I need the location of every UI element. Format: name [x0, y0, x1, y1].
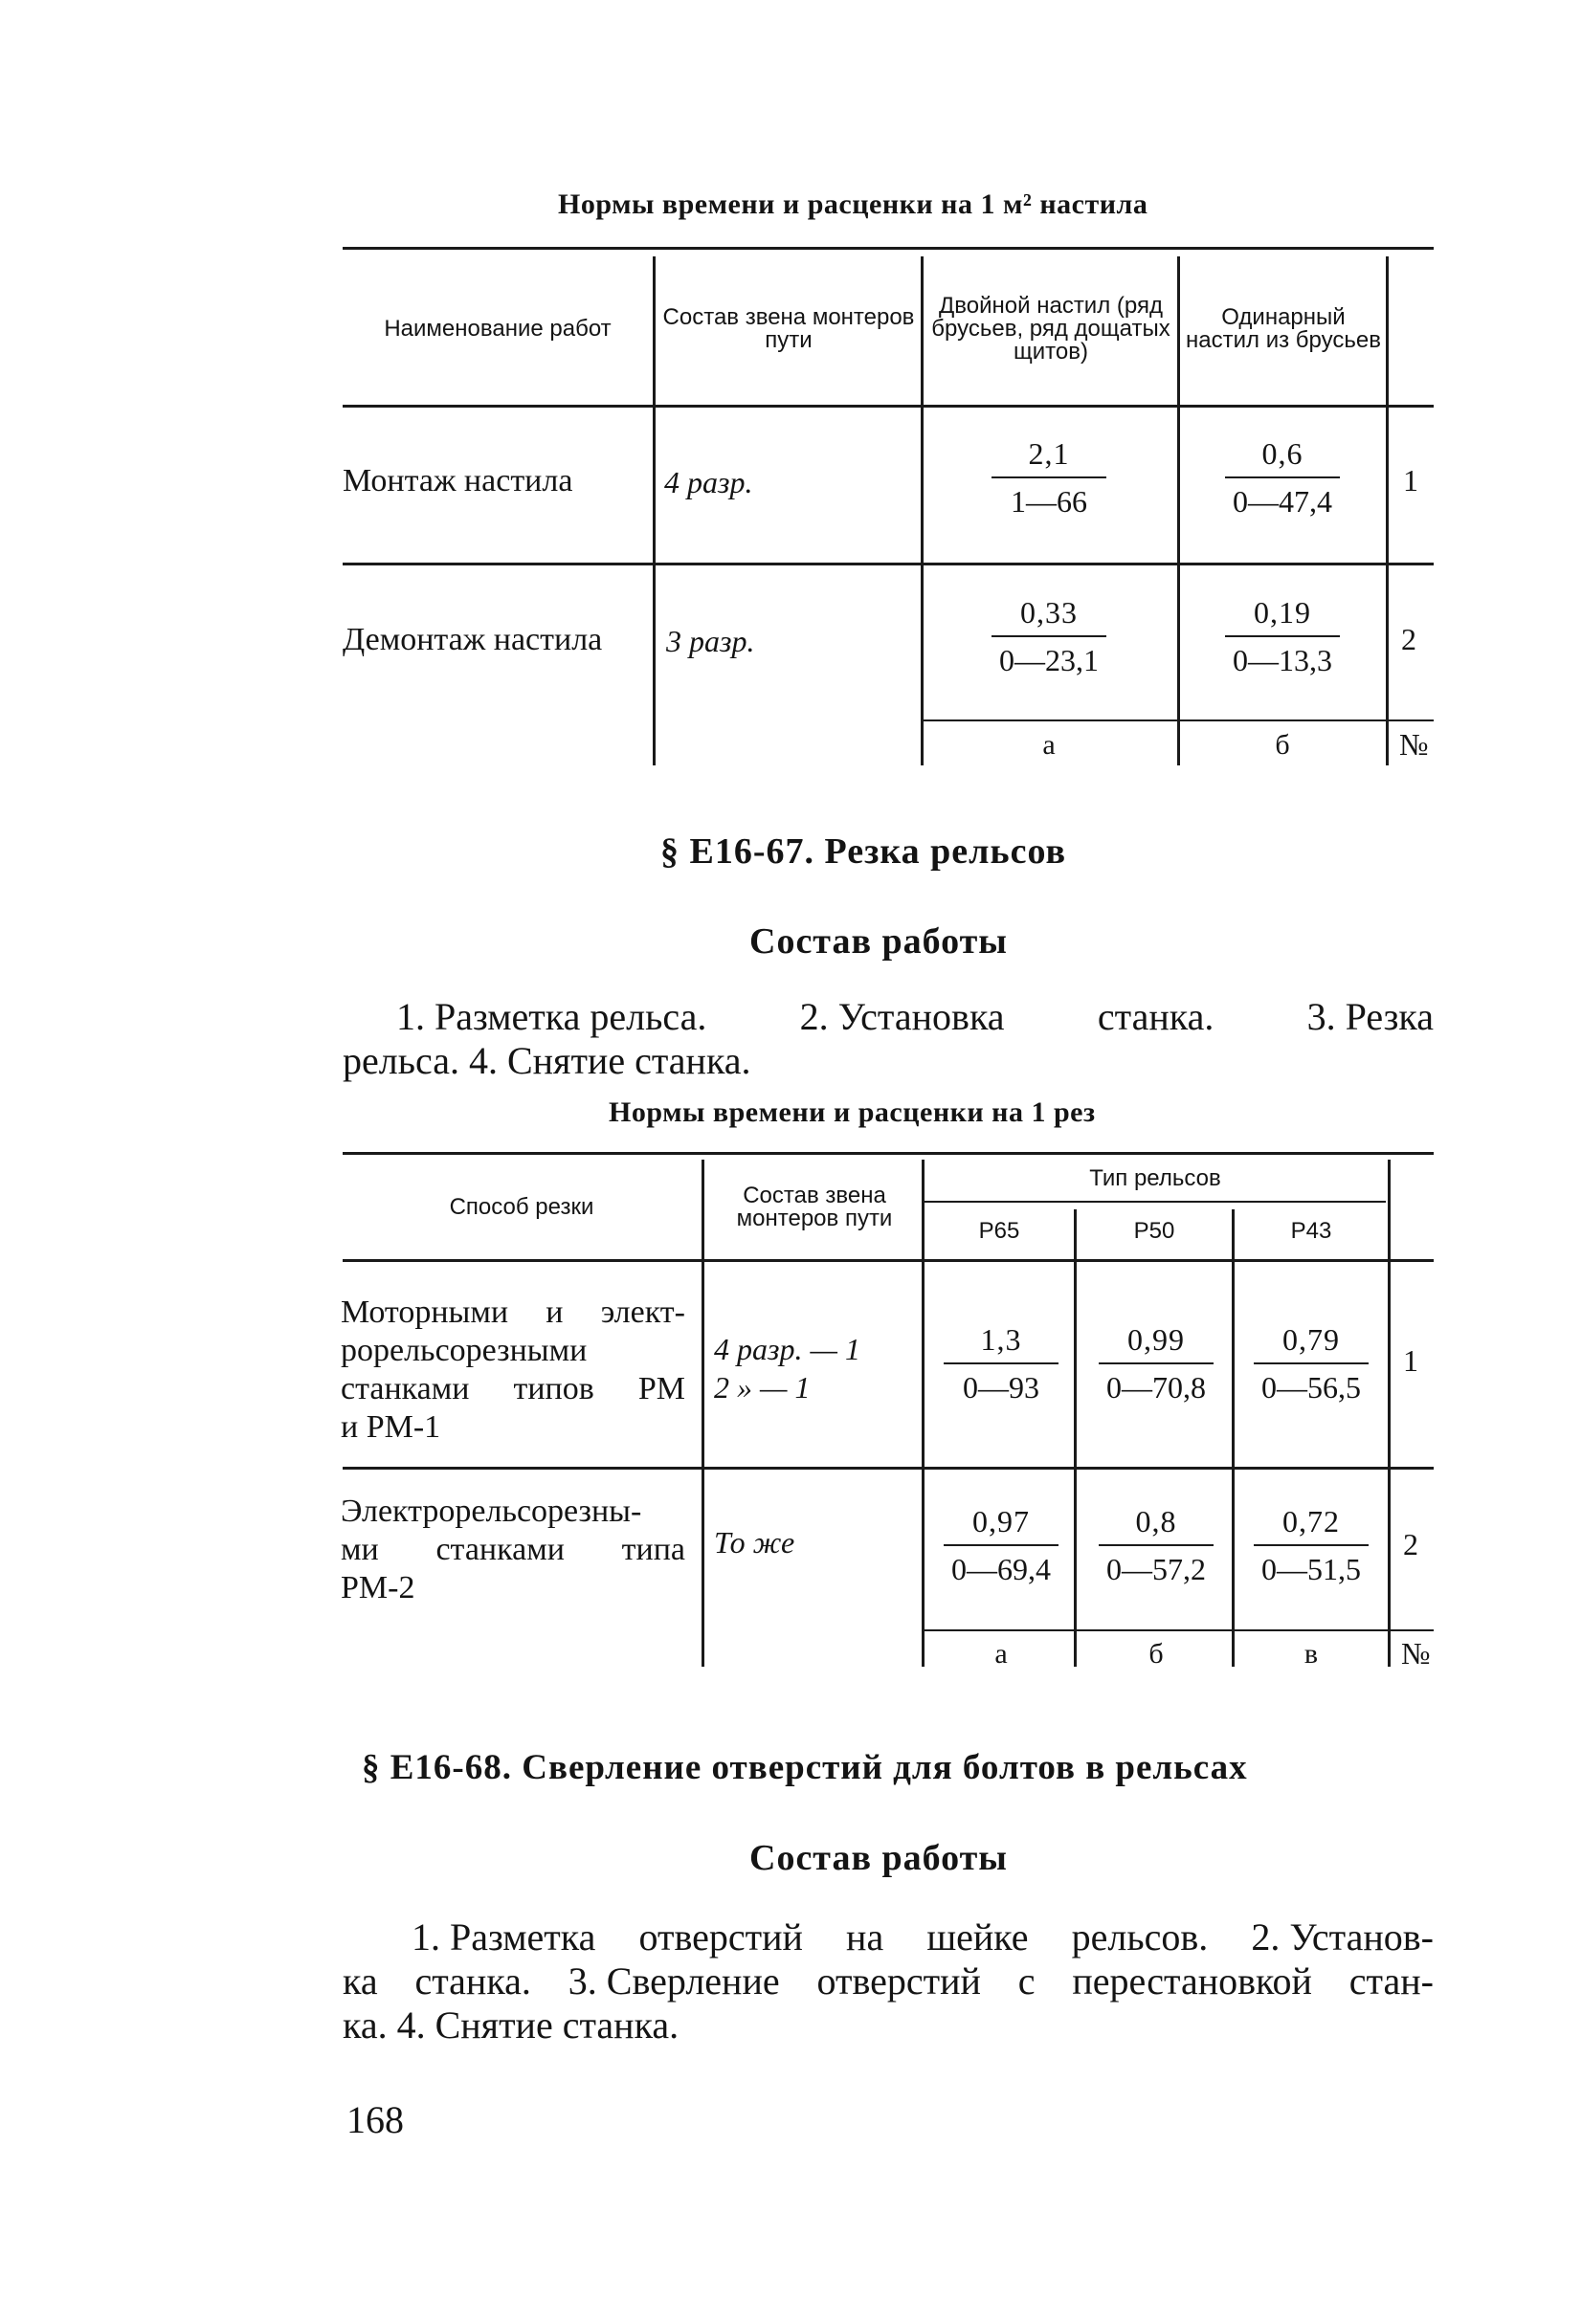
table2-header-p43: Р43: [1290, 1218, 1332, 1244]
text-word: Моторными: [341, 1295, 509, 1330]
table1-col-divider: [1177, 256, 1180, 765]
table1-row1-name: Монтаж настила: [343, 463, 573, 498]
table1-row2-cell-a: [982, 591, 1116, 681]
fraction-bar: [1254, 1544, 1369, 1546]
table2-col-divider: [702, 1160, 704, 1667]
table1-row2-crew: 3 разр.: [666, 624, 755, 658]
table1-number-label: №: [1399, 727, 1429, 762]
value-numerator: 0,79: [1282, 1322, 1340, 1357]
value-denominator: 1—66: [1011, 484, 1087, 519]
table1-col-letter-a: а: [1042, 729, 1056, 761]
fraction-bar: [1099, 1544, 1214, 1546]
table2-col-letter-a: а: [994, 1638, 1008, 1670]
table2-row1-crew: [714, 1330, 860, 1406]
table2-rail-type-rule: [922, 1201, 1386, 1203]
value-denominator: 0—70,8: [1106, 1370, 1206, 1405]
table2-row1-cell-c: [1244, 1318, 1378, 1408]
text-word: 1. Разметка рельса.: [396, 995, 707, 1038]
table2-col-divider: [1232, 1209, 1235, 1667]
text-word: станка.: [414, 1959, 531, 2003]
table2-col-divider: [1388, 1160, 1391, 1667]
table1-header-single: Одинарный настил из брусьев: [1186, 304, 1381, 353]
text-word: 3. Резка: [1306, 995, 1434, 1038]
value-numerator: 2,1: [1028, 436, 1070, 471]
text-word: 3. Сверление: [568, 1959, 780, 2003]
table2-header-crew: Состав звена монтеров пути: [736, 1183, 893, 1231]
table2-header-rule: [343, 1259, 1434, 1262]
text-word: РМ: [637, 1371, 685, 1406]
table1-row2-number: 2: [1401, 622, 1416, 656]
table1-col-divider: [1386, 256, 1389, 765]
value-numerator: 0,33: [1020, 595, 1078, 630]
text-word: РМ-2: [341, 1570, 415, 1605]
value-numerator: 0,72: [1282, 1504, 1340, 1538]
text-word: рельсов.: [1071, 1915, 1209, 1959]
fraction-bar: [944, 1544, 1058, 1546]
text-word: типов: [513, 1371, 594, 1406]
table2-col-letter-c: в: [1303, 1638, 1319, 1670]
table2-row2-number: 2: [1403, 1527, 1418, 1561]
table1-caption: Нормы времени и расценки на 1 м² настила: [558, 188, 1148, 220]
table1-row2-name: Демонтаж настила: [343, 622, 603, 657]
value-numerator: 0,19: [1254, 595, 1311, 630]
table1-header-crew: Состав звена монтеров пути: [662, 304, 915, 353]
text-word: на: [846, 1915, 884, 1959]
table2-row-rule: [343, 1467, 1434, 1470]
table2-header-p65: Р65: [978, 1218, 1020, 1244]
value-numerator: 0,97: [972, 1504, 1030, 1538]
crew-line: 2 » — 1: [714, 1370, 811, 1405]
text-word: 2. Установка: [799, 995, 1005, 1038]
section67-title: § Е16-67. Резка рельсов: [660, 831, 1067, 872]
text-word: 2. Установ-: [1251, 1915, 1434, 1959]
section68-text-line1: [412, 1915, 1434, 1959]
section68-subtitle: Состав работы: [749, 1838, 1008, 1878]
text-word: элект-: [600, 1295, 685, 1330]
table2-col-divider: [922, 1160, 925, 1667]
text-word: станками: [435, 1532, 565, 1567]
text-word: и РМ-1: [341, 1409, 441, 1445]
text-word: станками: [341, 1371, 470, 1406]
table1-row1-cell-b: [1215, 432, 1349, 522]
fraction-bar: [944, 1362, 1058, 1364]
crew-line: 4 разр. — 1: [714, 1332, 860, 1366]
table1-header-double: Двойной настил (ряд брусьев, ряд дощатых щитов): [931, 293, 1170, 365]
table2-header-p50: Р50: [1133, 1218, 1175, 1244]
table1-header-name: Наименование работ: [384, 316, 612, 342]
value-denominator: 0—47,4: [1233, 484, 1332, 519]
table2-row1-cell-a: [934, 1318, 1068, 1408]
value-denominator: 0—93: [963, 1370, 1039, 1405]
table2-row1-number: 1: [1403, 1343, 1418, 1378]
value-numerator: 0,6: [1261, 436, 1303, 471]
table2-row2-cell-c: [1244, 1500, 1378, 1590]
table1-row1-crew: 4 разр.: [664, 465, 753, 499]
section68-text-line3: ка. 4. Снятие станка.: [343, 2003, 680, 2047]
value-numerator: 1,3: [980, 1322, 1022, 1357]
value-denominator: 0—23,1: [999, 643, 1099, 677]
text-word: Электрорельсорезны-: [341, 1494, 642, 1529]
table2-row2-cell-b: [1089, 1500, 1223, 1590]
fraction-bar: [1225, 635, 1340, 637]
table2-caption: Нормы времени и расценки на 1 рез: [609, 1096, 1096, 1128]
fraction-bar: [992, 476, 1106, 478]
text-word: перестановкой: [1072, 1959, 1312, 2003]
section67-text-line2: рельса. 4. Снятие станка.: [343, 1039, 751, 1082]
value-denominator: 0—13,3: [1233, 643, 1332, 677]
table1-col-divider: [653, 256, 656, 765]
table1-col-letter-b: б: [1275, 729, 1290, 761]
value-denominator: 0—51,5: [1261, 1552, 1361, 1586]
value-denominator: 0—57,2: [1106, 1552, 1206, 1586]
text-word: станка.: [1097, 995, 1214, 1038]
table1-row1-cell-a: [982, 432, 1116, 522]
text-word: отверстий: [816, 1959, 981, 2003]
text-word: с: [1017, 1959, 1036, 2003]
table1-row1-number: 1: [1403, 463, 1418, 498]
table2-col-divider: [1074, 1209, 1077, 1667]
table2-header-rail-type: Тип рельсов: [1089, 1165, 1221, 1191]
text-word: ка: [343, 1959, 378, 2003]
table2-top-rule: [343, 1152, 1434, 1155]
value-numerator: 0,99: [1127, 1322, 1185, 1357]
table2-header-method: Способ резки: [449, 1194, 594, 1220]
text-word: стан-: [1348, 1959, 1434, 2003]
table2-row1-cell-b: [1089, 1318, 1223, 1408]
text-word: шейке: [926, 1915, 1029, 1959]
section67-text-line1: [396, 995, 1434, 1039]
fraction-bar: [1099, 1362, 1214, 1364]
text-word: 1. Разметка: [412, 1915, 596, 1959]
table1-header-rule: [343, 405, 1434, 408]
table2-number-label: №: [1401, 1636, 1431, 1671]
value-denominator: 0—56,5: [1261, 1370, 1361, 1405]
text-word: рорельсорезными: [341, 1333, 588, 1368]
fraction-bar: [1254, 1362, 1369, 1364]
text-word: отверстий: [638, 1915, 803, 1959]
section68-title: § Е16-68. Сверление отверстий для болтов в рельсах: [362, 1748, 1248, 1787]
fraction-bar: [1225, 476, 1340, 478]
text-word: и: [546, 1295, 564, 1330]
section68-text-line2: [343, 1959, 1434, 2003]
table2-row1-method: [341, 1294, 685, 1447]
section67-subtitle: Состав работы: [749, 921, 1008, 962]
table1-row-rule: [343, 563, 1434, 565]
value-numerator: 0,8: [1135, 1504, 1177, 1538]
table2-letters-rule: [922, 1629, 1434, 1631]
text-word: типа: [621, 1532, 685, 1567]
value-denominator: 0—69,4: [951, 1552, 1051, 1586]
fraction-bar: [992, 635, 1106, 637]
text-word: ми: [341, 1532, 379, 1567]
table2-row2-cell-a: [934, 1500, 1068, 1590]
table2-row2-crew: То же: [714, 1525, 795, 1560]
page-number: 168: [346, 2098, 404, 2141]
table1-top-rule: [343, 247, 1434, 250]
table2-col-letter-b: б: [1148, 1638, 1164, 1670]
table1-row2-cell-b: [1215, 591, 1349, 681]
table2-row2-method: [341, 1493, 685, 1607]
table1-col-divider: [921, 256, 924, 765]
